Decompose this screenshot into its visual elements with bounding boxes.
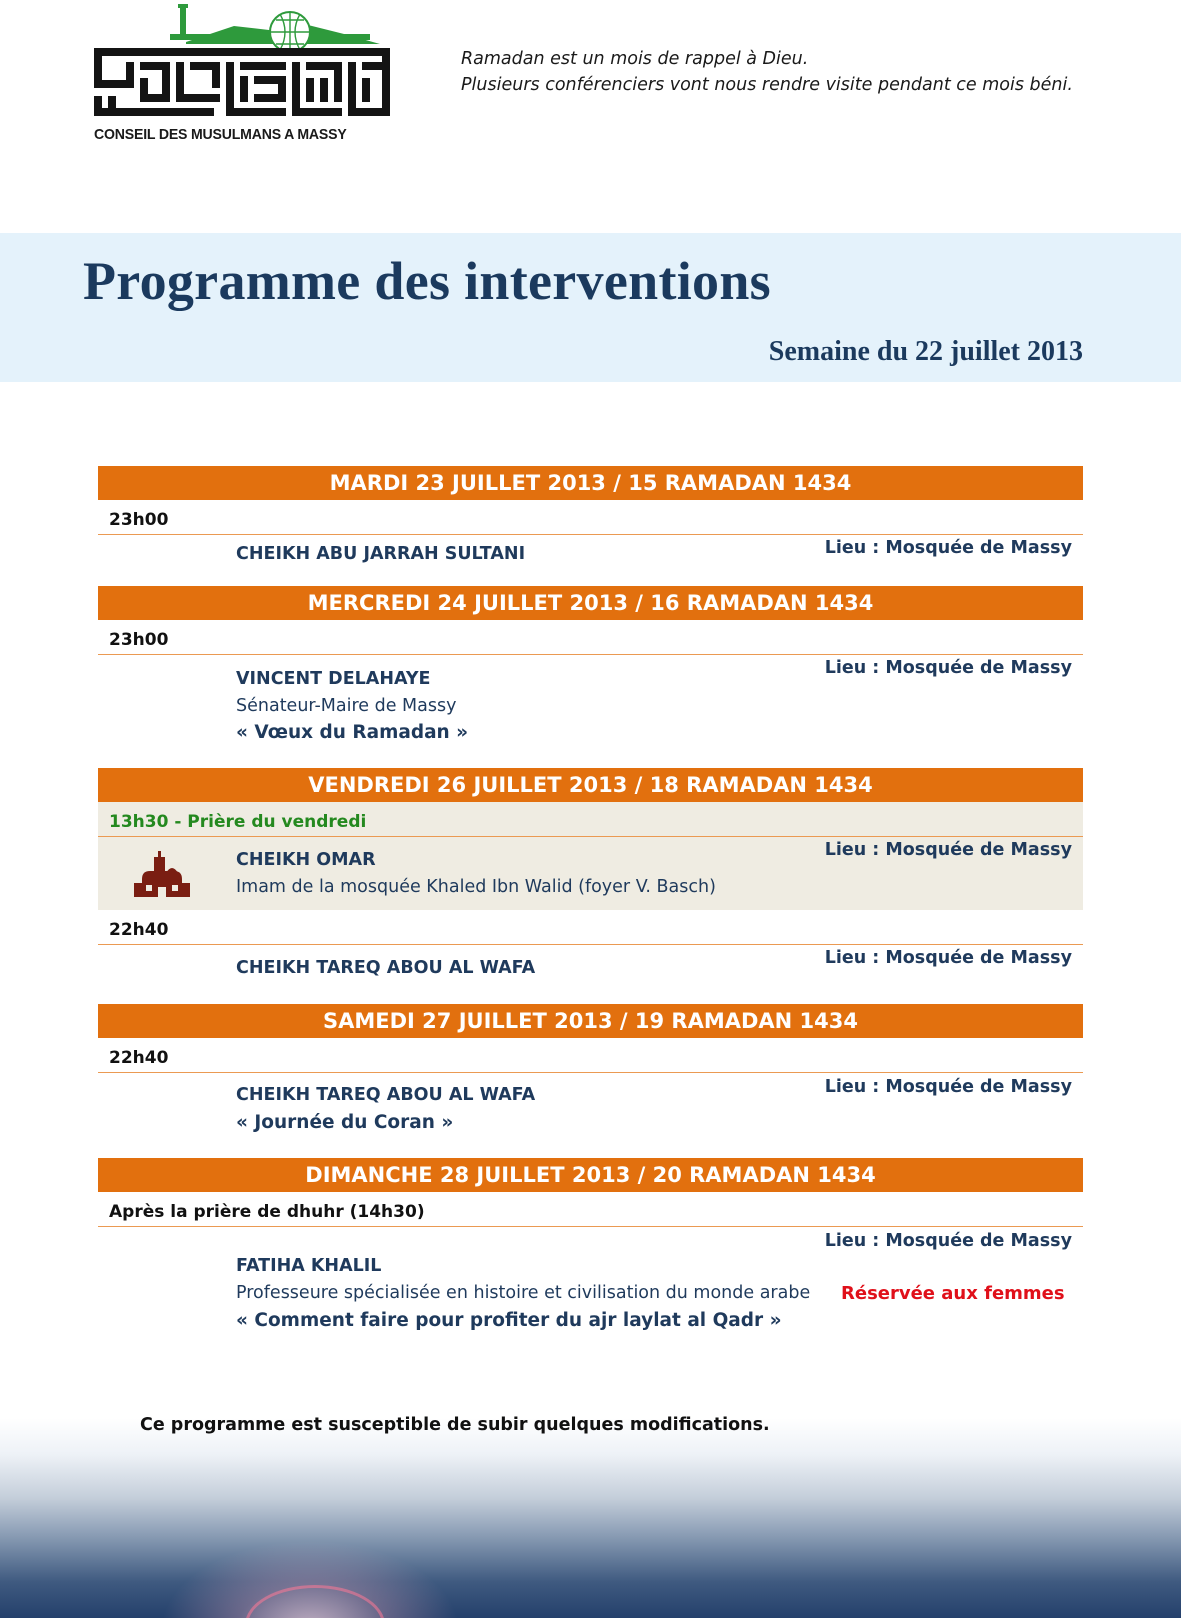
speaker-name: CHEIKH TAREQ ABOU AL WAFA (236, 1085, 536, 1105)
event-time-prayer: 13h30 - Prière du vendredi (109, 812, 367, 832)
speaker-role: Sénateur-Maire de Massy (236, 696, 457, 716)
event-time: Après la prière de dhuhr (14h30) (109, 1202, 425, 1222)
speaker-role: Imam de la mosquée Khaled Ibn Walid (foyer V. Basch) (236, 877, 716, 897)
day-header-vendredi: VENDREDI 26 JUILLET 2013 / 18 RAMADAN 1434 (98, 768, 1083, 802)
intro-line-1: Ramadan est un mois de rappel à Dieu. (461, 49, 809, 69)
speaker-name: CHEIKH TAREQ ABOU AL WAFA (236, 958, 536, 978)
logo-emblem-icon (94, 4, 390, 126)
divider (98, 836, 1083, 837)
divider (98, 1072, 1083, 1073)
event-time: 23h00 (109, 630, 169, 650)
day-header-dimanche: DIMANCHE 28 JUILLET 2013 / 20 RAMADAN 1434 (98, 1158, 1083, 1192)
mosque-icon (134, 851, 190, 897)
week-subtitle: Semaine du 22 juillet 2013 (768, 336, 1083, 367)
talk-topic: « Journée du Coran » (236, 1112, 454, 1133)
speaker-role: Professeure spécialisée en histoire et civilisation du monde arabe (236, 1283, 811, 1303)
intro-text (461, 46, 1073, 98)
event-location: Lieu : Mosquée de Massy (824, 658, 1072, 678)
event-location: Lieu : Mosquée de Massy (824, 538, 1072, 558)
event-location: Lieu : Mosquée de Massy (824, 1077, 1072, 1097)
event-location: Lieu : Mosquée de Massy (824, 840, 1072, 860)
event-time: 23h00 (109, 510, 169, 530)
page-title: Programme des interventions (83, 251, 771, 311)
day-header-samedi: SAMEDI 27 JUILLET 2013 / 19 RAMADAN 1434 (98, 1004, 1083, 1038)
intro-line-2: Plusieurs conférenciers vont nous rendre visite pendant ce mois béni. (461, 75, 1073, 95)
event-location: Lieu : Mosquée de Massy (824, 1231, 1072, 1251)
divider (98, 944, 1083, 945)
logo-caption: CONSEIL DES MUSULMANS A MASSY (94, 126, 347, 143)
footnote: Ce programme est susceptible de subir quelques modifications. (140, 1415, 770, 1435)
speaker-name: CHEIKH ABU JARRAH SULTANI (236, 544, 526, 564)
speaker-name: VINCENT DELAHAYE (236, 669, 431, 689)
day-header-mardi: MARDI 23 JUILLET 2013 / 15 RAMADAN 1434 (98, 466, 1083, 500)
day-header-mercredi: MERCREDI 24 JUILLET 2013 / 16 RAMADAN 1434 (98, 586, 1083, 620)
speaker-name: CHEIKH OMAR (236, 850, 376, 870)
event-location: Lieu : Mosquée de Massy (824, 948, 1072, 968)
event-time: 22h40 (109, 1048, 169, 1068)
divider (98, 1226, 1083, 1227)
women-only-notice: Réservée aux femmes (841, 1283, 1065, 1304)
organization-logo (94, 4, 390, 144)
event-time: 22h40 (109, 920, 169, 940)
divider (98, 654, 1083, 655)
divider (98, 534, 1083, 535)
talk-topic: « Vœux du Ramadan » (236, 722, 469, 743)
speaker-name: FATIHA KHALIL (236, 1256, 382, 1276)
talk-topic: « Comment faire pour profiter du ajr laylat al Qadr » (236, 1310, 782, 1331)
